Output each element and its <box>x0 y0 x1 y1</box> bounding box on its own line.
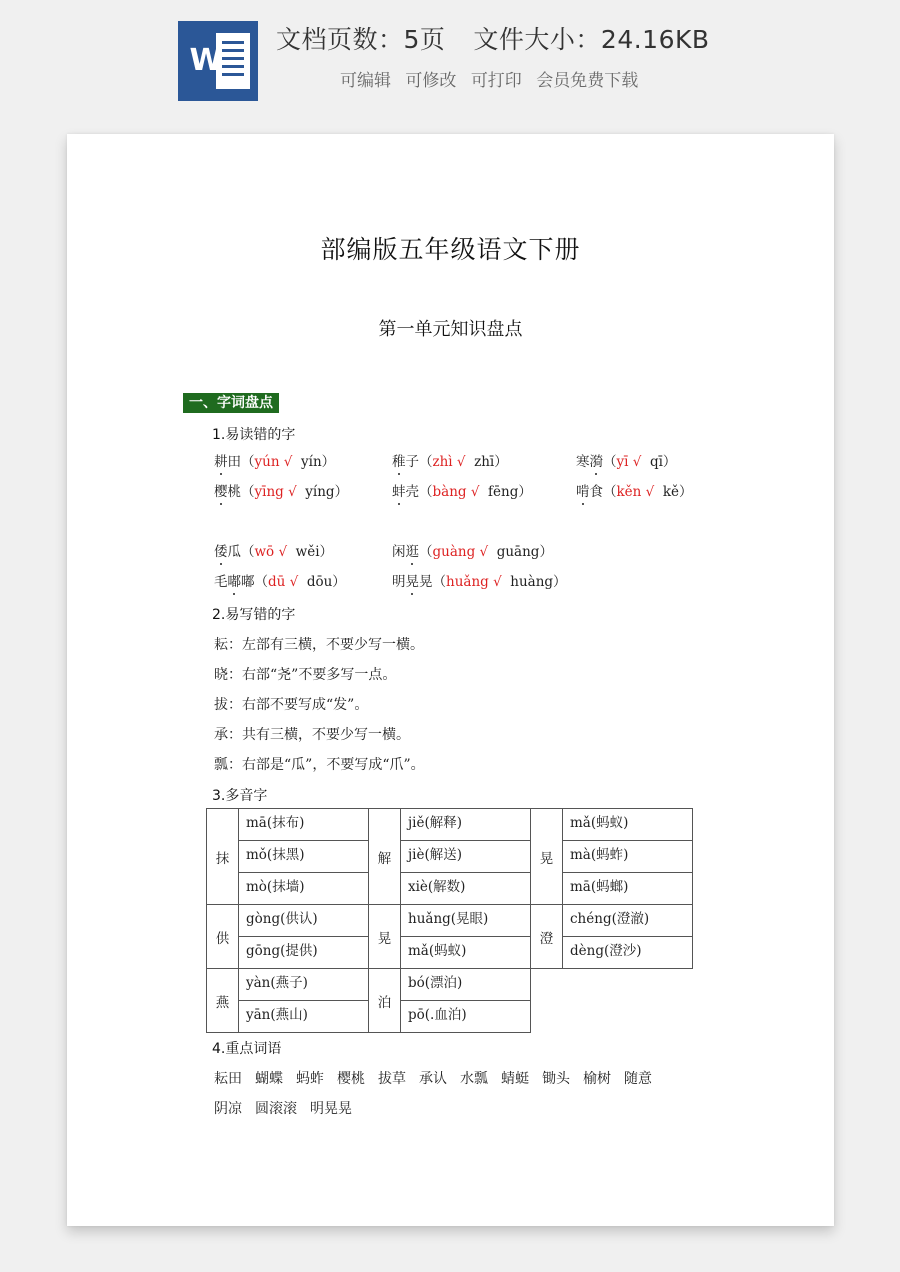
polyphone-reading: mǎ(蚂蚁) <box>562 808 693 841</box>
key-word: 蝴蝶 <box>255 1071 283 1087</box>
polyphone-reading: chéng(澄澈) <box>562 904 693 937</box>
misread-item: 樱桃（yīng √ yíng） <box>214 484 349 500</box>
misread-item: 倭瓜（wō √ wěi） <box>214 544 334 560</box>
subheading-key-words: 4.重点词语 <box>212 1041 282 1057</box>
subheading-polyphones: 3.多音字 <box>212 788 268 804</box>
correct-pinyin: kěn √ <box>616 484 655 500</box>
polyphone-reading: huǎng(晃眼) <box>400 904 531 937</box>
misread-item: 明晃晃（huǎng √ huàng） <box>392 574 567 590</box>
polyphone-char: 抹 <box>206 808 239 905</box>
key-word: 水瓢 <box>460 1071 488 1087</box>
subheading-misread: 1.易读错的字 <box>212 427 296 443</box>
wrong-pinyin: guāng <box>496 544 540 560</box>
polyphone-reading: jiě(解释) <box>400 808 531 841</box>
polyphone-reading: mǒ(抹黑) <box>238 840 369 873</box>
document-page <box>67 134 834 1226</box>
misread-word: 倭瓜 <box>214 544 241 560</box>
key-word: 随意 <box>624 1071 652 1087</box>
correct-pinyin: yún √ <box>254 454 293 470</box>
wrong-pinyin: dōu <box>306 574 333 590</box>
key-word: 承认 <box>419 1071 447 1087</box>
writing-note: 承：共有三横，不要少写一横。 <box>214 727 410 743</box>
correct-pinyin: huǎng √ <box>446 574 502 590</box>
file-stats <box>276 20 710 56</box>
polyphone-reading: yàn(燕子) <box>238 968 369 1001</box>
document-subtitle: 第一单元知识盘点 <box>378 319 523 340</box>
misread-item: 闲逛（guàng √ guāng） <box>392 544 553 560</box>
polyphone-reading: gōng(提供) <box>238 936 369 969</box>
misread-item: 寒漪（yī √ qī） <box>576 454 677 470</box>
writing-note: 晓：右部“尧”不要多写一点。 <box>214 667 397 683</box>
wrong-pinyin: yíng <box>305 484 335 500</box>
key-word: 樱桃 <box>337 1071 365 1087</box>
misread-item: 啃食（kěn √ kě） <box>576 484 693 500</box>
polyphone-reading: mà(蚂蚱) <box>562 840 693 873</box>
file-size: 文件大小：24.16KB <box>473 25 710 54</box>
feature-editable: 可编辑 <box>340 71 391 91</box>
feature-printable: 可打印 <box>470 71 522 91</box>
wrong-pinyin: huàng <box>510 574 554 590</box>
document-title: 部编版五年级语文下册 <box>320 235 581 264</box>
key-word: 拔草 <box>378 1071 406 1087</box>
polyphone-char: 泊 <box>368 968 401 1033</box>
correct-pinyin: yīng √ <box>254 484 297 500</box>
section-heading: 一、字词盘点 <box>183 393 279 413</box>
correct-pinyin: bàng √ <box>432 484 480 500</box>
wrong-pinyin: qī <box>649 454 663 470</box>
misread-item: 毛嘟嘟（dū √ dōu） <box>214 574 346 590</box>
polyphone-reading: mā(蚂螂) <box>562 872 693 905</box>
polyphone-reading: gòng(供认) <box>238 904 369 937</box>
polyphone-table <box>206 808 693 1032</box>
correct-pinyin: zhì √ <box>432 454 466 470</box>
polyphone-reading: jiè(解送) <box>400 840 531 873</box>
misread-word: 寒漪 <box>576 454 603 470</box>
page-count: 文档页数：5页 <box>276 25 446 54</box>
polyphone-reading: mā(抹布) <box>238 808 369 841</box>
writing-note: 瓢：右部是“瓜”，不要写成“爪”。 <box>214 757 425 773</box>
wrong-pinyin: wěi <box>295 544 320 560</box>
key-words-line <box>214 1068 665 1088</box>
key-word: 耘田 <box>214 1071 242 1087</box>
polyphone-char: 澄 <box>530 904 563 969</box>
misread-item: 蚌壳（bàng √ fēng） <box>392 484 532 500</box>
correct-pinyin: guàng √ <box>432 544 489 560</box>
correct-pinyin: dū √ <box>268 574 299 590</box>
misread-word: 樱桃 <box>214 484 241 500</box>
key-word: 蜻蜓 <box>501 1071 529 1087</box>
polyphone-char: 燕 <box>206 968 239 1033</box>
key-word: 蚂蚱 <box>296 1071 324 1087</box>
wrong-pinyin: zhī <box>474 454 495 470</box>
subheading-miswritten: 2.易写错的字 <box>212 607 296 623</box>
correct-pinyin: wō √ <box>254 544 288 560</box>
writing-note: 拔：右部不要写成“发”。 <box>214 697 369 713</box>
misread-word: 耕田 <box>214 454 241 470</box>
key-word: 明晃晃 <box>310 1101 352 1117</box>
polyphone-char: 晃 <box>368 904 401 969</box>
word-document-icon <box>178 21 258 101</box>
polyphone-reading: yān(燕山) <box>238 1000 369 1033</box>
feature-member-download: 会员免费下载 <box>536 71 639 91</box>
key-words-line <box>214 1098 365 1118</box>
writing-note: 耘：左部有三横，不要少写一横。 <box>214 637 424 653</box>
wrong-pinyin: fēng <box>488 484 519 500</box>
misread-word: 明晃晃 <box>392 574 433 590</box>
polyphone-char: 晃 <box>530 808 563 905</box>
polyphone-reading: dèng(澄沙) <box>562 936 693 969</box>
misread-word: 蚌壳 <box>392 484 419 500</box>
wrong-pinyin: yín <box>301 454 322 470</box>
misread-word: 闲逛 <box>392 544 419 560</box>
key-word: 榆树 <box>583 1071 611 1087</box>
feature-list <box>340 66 647 91</box>
key-word: 圆滚滚 <box>255 1101 297 1117</box>
polyphone-char: 供 <box>206 904 239 969</box>
misread-word: 毛嘟嘟 <box>214 574 255 590</box>
misread-item: 耕田（yún √ yín） <box>214 454 336 470</box>
misread-item: 稚子（zhì √ zhī） <box>392 454 508 470</box>
word-letter: W <box>189 43 223 78</box>
polyphone-reading: xiè(解数) <box>400 872 531 905</box>
polyphone-reading: mò(抹墙) <box>238 872 369 905</box>
polyphone-reading: pō(.血泊) <box>400 1000 531 1033</box>
key-word: 阴凉 <box>214 1101 242 1117</box>
correct-pinyin: yī √ <box>616 454 642 470</box>
misread-word: 啃食 <box>576 484 603 500</box>
key-word: 锄头 <box>542 1071 570 1087</box>
wrong-pinyin: kě <box>662 484 680 500</box>
download-info-header <box>0 0 900 120</box>
polyphone-reading: mǎ(蚂蚁) <box>400 936 531 969</box>
feature-modifiable: 可修改 <box>405 71 457 91</box>
misread-word: 稚子 <box>392 454 419 470</box>
polyphone-reading: bó(漂泊) <box>400 968 531 1001</box>
polyphone-char: 解 <box>368 808 401 905</box>
